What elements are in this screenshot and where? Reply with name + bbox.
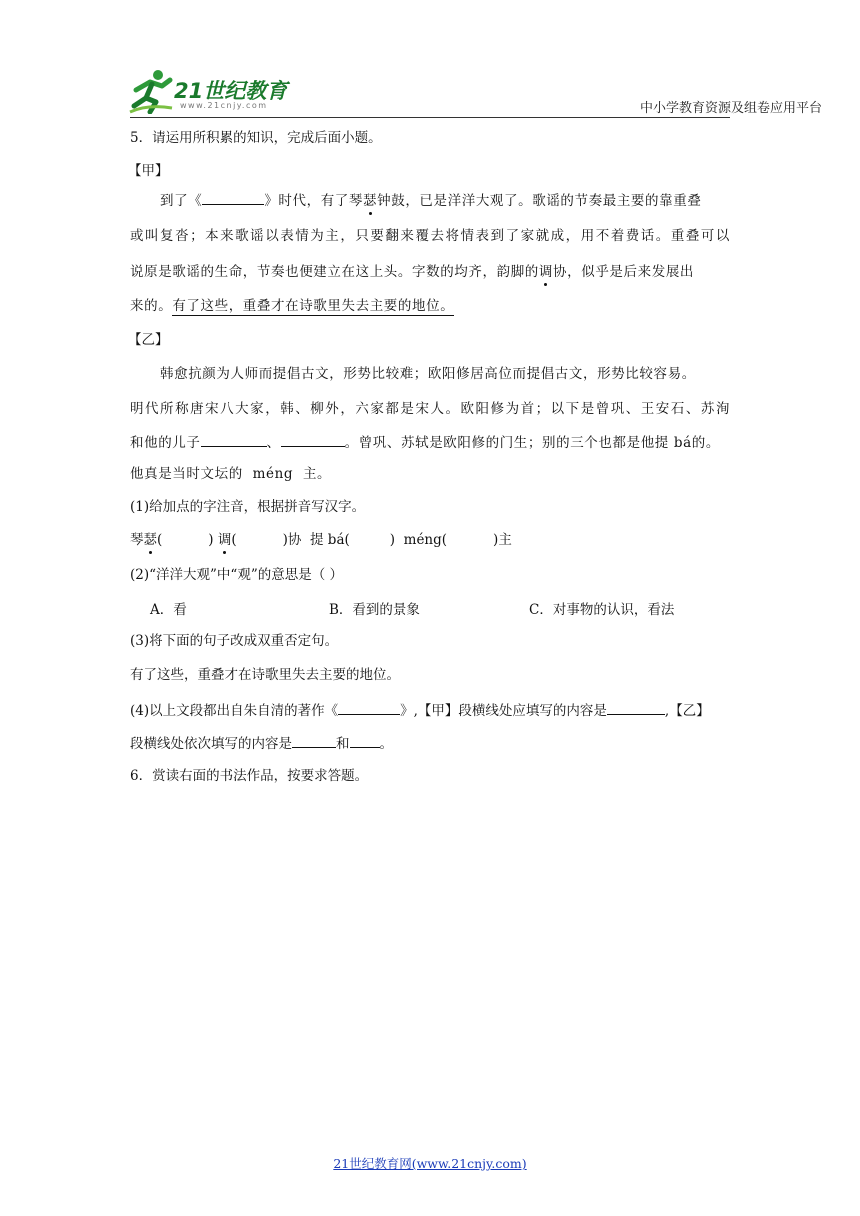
paren: ( xyxy=(157,532,163,548)
header-divider xyxy=(130,117,730,118)
yi-label: 【乙】 xyxy=(128,332,169,348)
option-c[interactable]: C．对事物的认识，看法 xyxy=(529,602,675,618)
yi-text: 和他的儿子 xyxy=(130,435,201,451)
answer-blank[interactable] xyxy=(202,190,264,205)
jia-text: 说原是歌谣的生命，节奏也便建立在这上头。字数的均齐，韵脚的 xyxy=(130,264,539,280)
text: méng( xyxy=(403,532,448,548)
yi-text: 主。 xyxy=(302,466,332,482)
text: 》,【甲】段横线处应填写的内容是 xyxy=(400,703,607,719)
paren: ) xyxy=(208,532,214,548)
pinyin: méng xyxy=(252,466,294,482)
text: )协 xyxy=(282,532,302,548)
text: 提 bá( xyxy=(310,532,350,548)
dotted-char: 瑟 xyxy=(143,532,157,548)
sub-question-1-title: (1)给加点的字注音，根据拼音写汉字。 xyxy=(130,499,366,515)
text: (4)以上文段都出自朱自清的著作《 xyxy=(130,703,339,719)
option-a[interactable]: A．看 xyxy=(150,602,187,618)
sub-question-2-title: (2)“洋洋大观”中“观”的意思是（ ） xyxy=(130,567,344,583)
logo-url: www.21cnjy.com xyxy=(180,101,268,110)
jia-paragraph-line-4 xyxy=(130,296,454,316)
yi-paragraph-line-4 xyxy=(130,464,331,484)
pinyin: bá xyxy=(673,435,692,451)
sub-question-3-sentence: 有了这些，重叠才在诗歌里失去主要的地位。 xyxy=(130,667,400,683)
question-5-title: 5．请运用所积累的知识，完成后面小题。 xyxy=(130,130,382,146)
jia-text: 来的。 xyxy=(130,298,173,314)
underlined-sentence: 有了这些，重叠才在诗歌里失去主要的地位。 xyxy=(172,298,455,314)
dotted-char: 调 xyxy=(538,264,554,280)
answer-blank[interactable] xyxy=(350,733,380,748)
dotted-char: 调 xyxy=(217,532,232,548)
jia-text: 》时代，有了琴 xyxy=(264,193,364,209)
text: ,【乙】 xyxy=(664,703,710,719)
text: 。 xyxy=(379,736,393,752)
logo-text: 21世纪教育 xyxy=(174,79,288,103)
answer-blank[interactable] xyxy=(338,700,400,715)
char: 琴 xyxy=(130,532,144,548)
paren: ( xyxy=(231,532,237,548)
jia-paragraph-line-3 xyxy=(130,262,694,282)
jia-label: 【甲】 xyxy=(128,163,169,179)
paren: ) xyxy=(389,532,396,548)
sub-question-1-answers xyxy=(130,530,512,550)
jia-text: 协，似乎是后来发展出 xyxy=(553,264,695,280)
sub-question-4-line-1 xyxy=(130,700,710,721)
sub-question-3-title: (3)将下面的句子改成双重否定句。 xyxy=(130,633,339,649)
option-b[interactable]: B．看到的景象 xyxy=(329,602,420,618)
footer-link[interactable]: 21世纪教育网(www.21cnjy.com) xyxy=(333,1156,527,1171)
runner-logo-icon xyxy=(128,68,176,114)
jia-paragraph-line-2: 或叫复沓；本来歌谣以表情为主，只要翻来覆去将情表到了家就成，用不着费话。重叠可以 xyxy=(130,228,730,244)
yi-paragraph-line-1: 韩愈抗颜为人师而提倡古文，形势比较难；欧阳修居高位而提倡古文，形势比较容易。 xyxy=(160,366,696,382)
question-6-title: 6．赏读右面的书法作品，按要求答题。 xyxy=(130,768,369,784)
yi-text: 的。 xyxy=(691,435,720,451)
answer-blank[interactable] xyxy=(607,700,665,715)
text: 段横线处依次填写的内容是 xyxy=(130,736,292,752)
answer-blank[interactable] xyxy=(292,733,336,748)
answer-blank[interactable] xyxy=(281,432,345,447)
platform-title: 中小学教育资源及组卷应用平台 xyxy=(639,101,822,116)
jia-text: 到了《 xyxy=(160,193,203,209)
yi-paragraph-line-2: 明代所称唐宋八大家，韩、柳外，六家都是宋人。欧阳修为首；以下是曾巩、王安石、苏洵 xyxy=(130,401,730,417)
logo xyxy=(128,66,308,118)
sub-question-4-line-2 xyxy=(130,733,393,754)
yi-text: 。曾巩、苏轼是欧阳修的门生；别的三个也都是他提 xyxy=(344,435,669,451)
jia-text: 钟鼓，已是洋洋大观了。歌谣的节奏最主要的靠重叠 xyxy=(377,193,702,209)
jia-paragraph-line-1 xyxy=(160,190,701,211)
yi-text: 他真是当时文坛的 xyxy=(130,466,243,482)
dotted-char: 瑟 xyxy=(363,193,378,209)
text: )主 xyxy=(493,532,512,548)
answer-blank[interactable] xyxy=(201,432,267,447)
yi-text: 、 xyxy=(266,435,281,451)
text: 和 xyxy=(336,736,350,752)
yi-paragraph-line-3 xyxy=(130,432,720,453)
